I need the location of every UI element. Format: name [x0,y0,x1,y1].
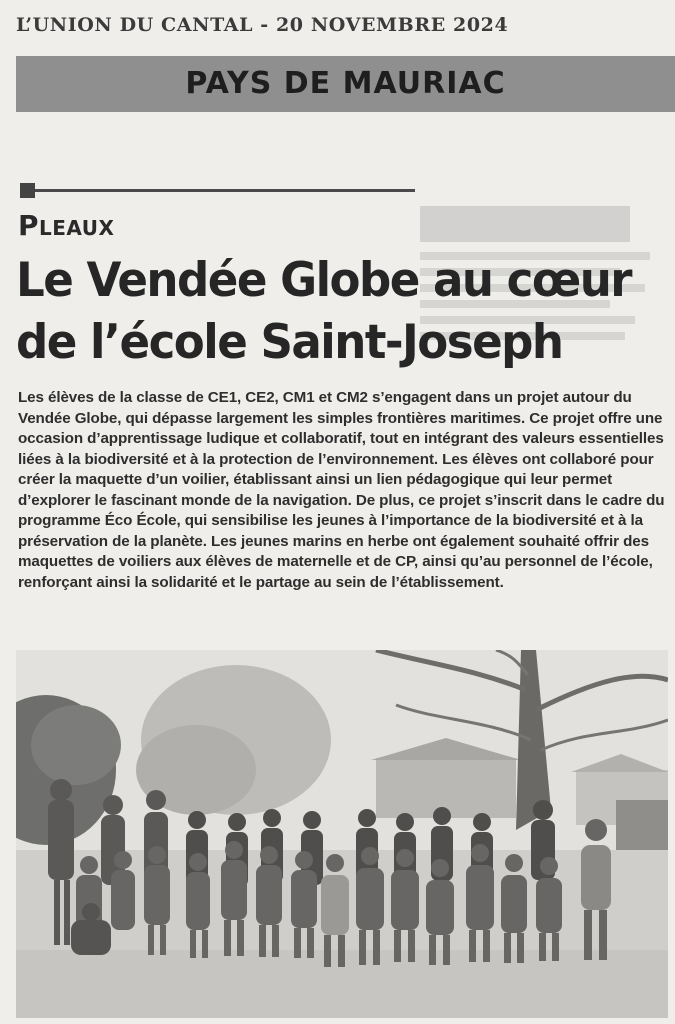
headline [16,250,640,374]
rule-square-marker [20,183,35,198]
rule-line [35,189,415,192]
headline-line-2: de l’école Saint-Joseph [16,315,563,370]
group-photo [16,650,668,1018]
section-title: PAYS DE MAURIAC [185,66,506,101]
kicker: Pleaux [18,209,115,242]
masthead: L’UNION DU CANTAL - 20 NOVEMBRE 2024 [16,14,509,36]
headline-line-1: Le Vendée Globe au cœur [16,253,631,308]
article-body: Les élèves de la classe de CE1, CE2, CM1 et CM2 s’engagent dans un projet autour du Vendée Globe, qui dépasse largement les simples frontières maritimes. Ce projet offre une occasion d’apprentissage ludique et collaboratif, tout en intégrant des valeurs essentielles liées à la biodiversité et à la protection de l’environnement. Les élèves ont collaboré pour créer la maquette d’un voilier, établissant ainsi un lien pédagogique qui leur permet d’explorer le fascinant monde de la navigation. De plus, ce projet s’inscrit dans le cadre du programme Éco École, qui sensibilise les jeunes à l’importance de la biodiversité et à la préservation de la planète. Les jeunes marins en herbe ont également souhaité offrir des maquettes de voiliers aux élèves de maternelle et de CP, ainsi qu’au personnel de l’école, renforçant ainsi la solidarité et le partage au sein de l’établissement. [18,389,665,591]
